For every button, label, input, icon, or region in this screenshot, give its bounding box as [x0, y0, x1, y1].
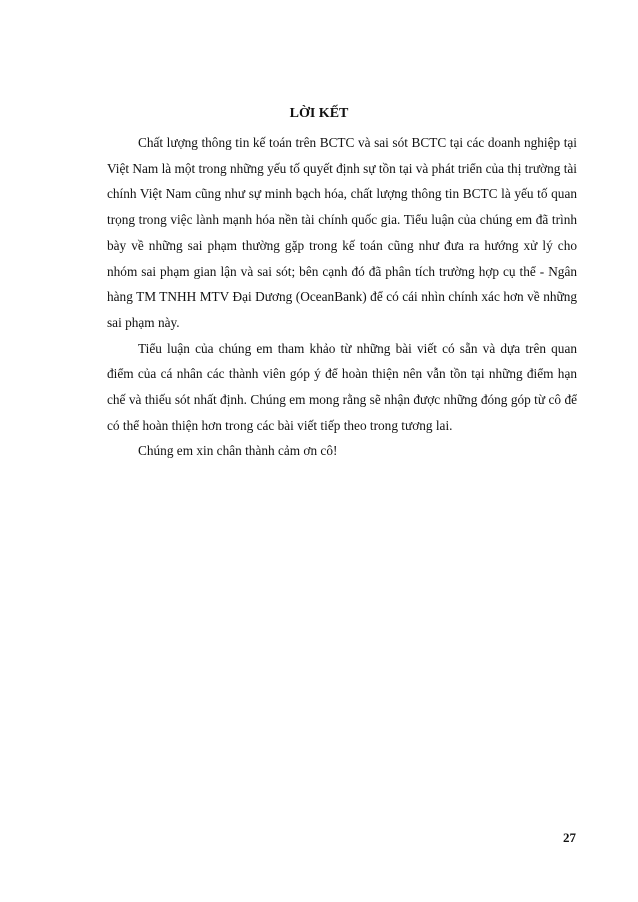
document-body — [107, 130, 577, 464]
paragraph-2: Tiểu luận của chúng em tham khảo từ những bài viết có sẵn và dựa trên quan điểm của cá nhân các thành viên góp ý để hoàn thiện nên vẫn tồn tại những điểm hạn chế và thiếu sót nhất định. Chúng em mong rằng sẽ nhận được những đóng góp từ cô để có thể hoàn thiện hơn trong các bài viết tiếp theo trong tương lai. — [107, 340, 577, 433]
paragraph-1: Chất lượng thông tin kế toán trên BCTC và sai sót BCTC tại các doanh nghiệp tại Việt Nam là một trong những yếu tố quyết định sự tồn tại và phát triển của thị trường tài chính Việt Nam cũng như sự minh bạch hóa, chất lượng thông tin BCTC là yếu tố quan trọng trong việc lành mạnh hóa nền tài chính quốc gia. Tiểu luận của chúng em đã trình bày về những sai phạm thường gặp trong kế toán cũng như đưa ra hướng xử lý cho nhóm sai phạm gian lận và sai sót; bên cạnh đó đã phân tích trường hợp cụ thể - Ngân hàng TM TNHH MTV Đại Dương (OceanBank) để có cái nhìn chính xác hơn về những sai phạm này. — [107, 135, 577, 330]
paragraph-3: Chúng em xin chân thành cảm ơn cô! — [138, 443, 338, 459]
page-number: 27 — [563, 830, 576, 845]
page-title: LỜI KẾT — [289, 106, 349, 121]
